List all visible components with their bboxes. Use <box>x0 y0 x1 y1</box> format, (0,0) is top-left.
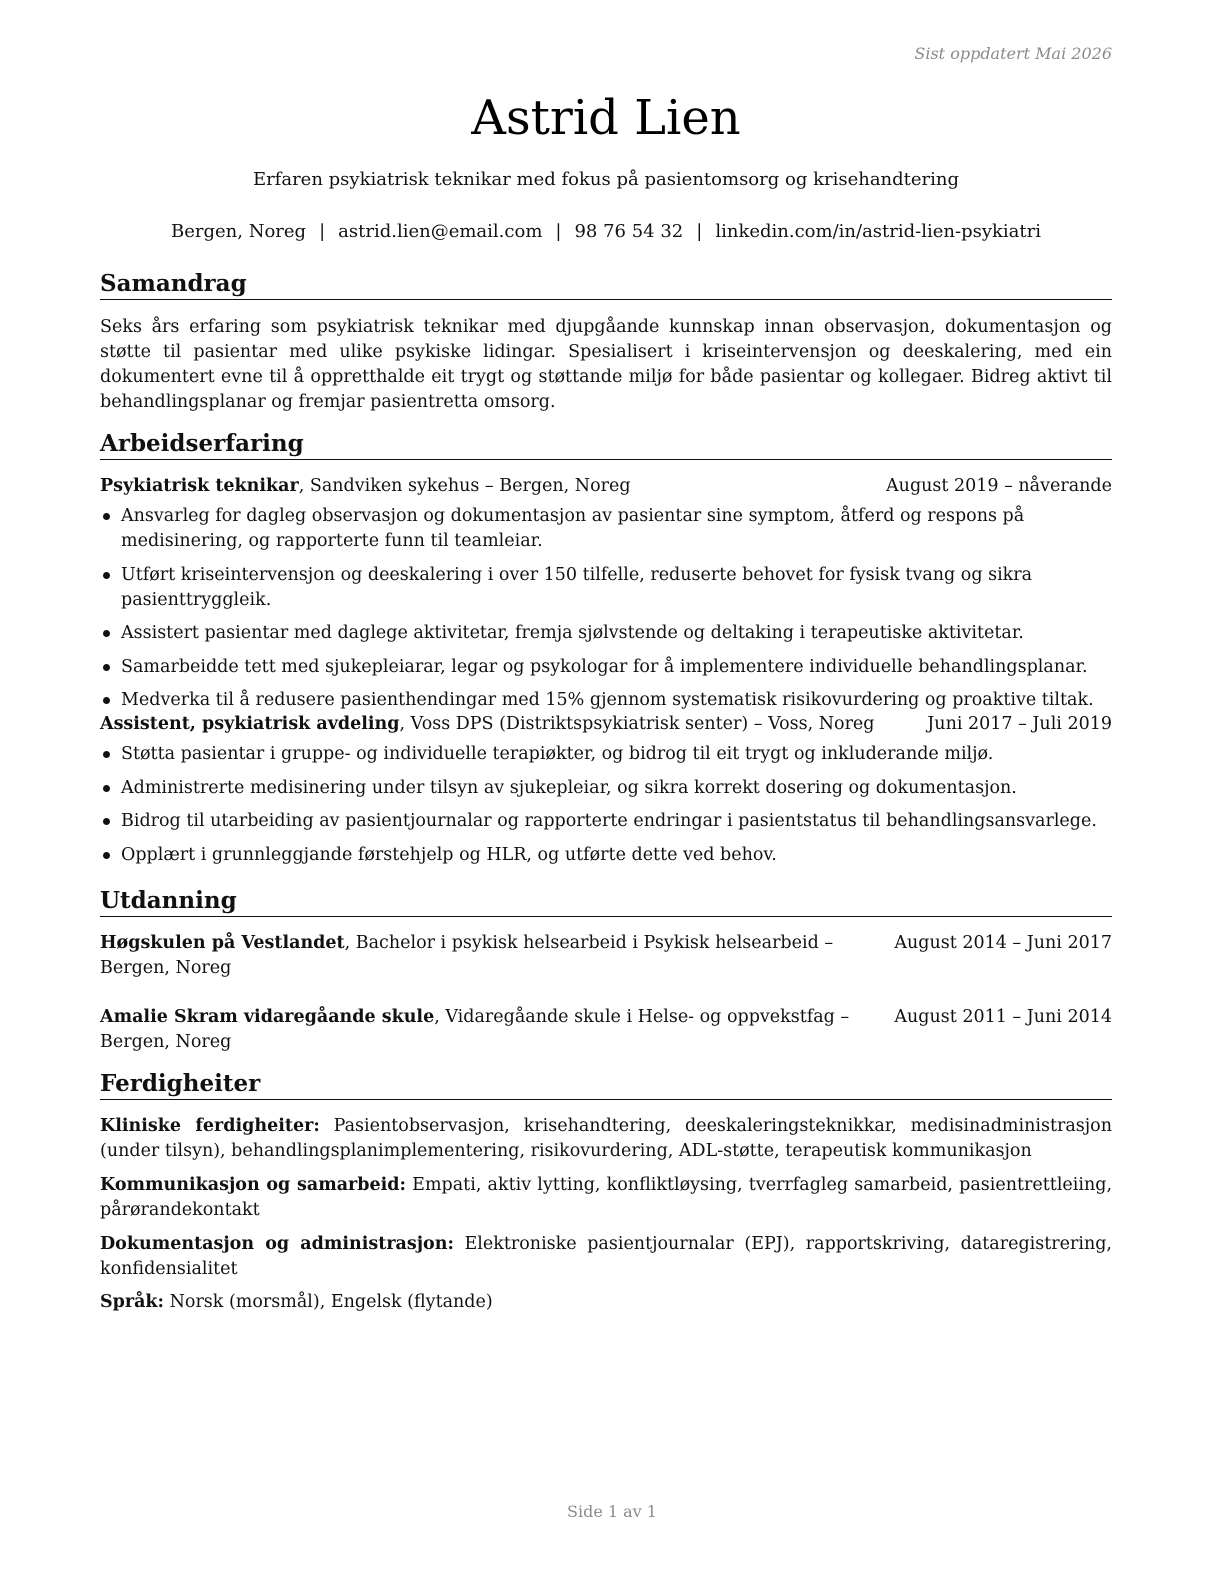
list-item: Bidrog til utarbeiding av pasientjournalar og rapporterte endringar i pasientstatus til behandlingsansvarlege. <box>100 809 1120 834</box>
job-bullets <box>100 504 1120 722</box>
skill-group <box>100 1173 1112 1223</box>
bullet-icon <box>103 852 110 859</box>
list-item: Ansvarleg for dagleg observasjon og dokumentasjon av pasientar sine symptom, åtferd og respons på medisinering, og rapporterte funn til teamleiar. <box>100 504 1120 554</box>
tagline: Erfaren psykiatrisk teknikar med fokus på pasientomsorg og krisehandtering <box>252 169 960 190</box>
bullet-icon <box>103 751 110 758</box>
school-name: Høgskulen på Vestlandet <box>100 933 345 953</box>
bullet-icon <box>103 664 110 671</box>
list-item: Samarbeidde tett med sjukepleiarar, legar og psykologar for å implementere individuelle behandlingsplanar. <box>100 655 1120 680</box>
bullet-icon <box>103 785 110 792</box>
contact-separator: | <box>319 221 326 242</box>
skill-group <box>100 1114 1112 1164</box>
job-bullets <box>100 742 1120 876</box>
summary-text: Seks års erfaring som psykiatrisk teknikar med djupgåande kunnskap innan observasjon, dokumentasjon og støtte til pasientar med ulike psykiske lidingar. Spesialisert i kriseintervensjon og deeskalering, med ein dokumentert evne til å oppretthalde eit trygt og støttande miljø for både pasientar og kollegaer. Bidreg aktivt til behandlingsplanar og fremjar pasientretta omsorg. <box>100 317 1112 412</box>
bullet-icon <box>103 818 110 825</box>
skill-text: Empati, aktiv lytting, konfliktløysing, tverrfagleg samarbeid, pasientrettleiing, pårørandekontakt <box>100 1175 1113 1220</box>
job-title: Assistent, psykiatrisk avdeling <box>100 714 400 734</box>
contact-phone: 98 76 54 32 <box>574 221 684 242</box>
contact-line <box>100 219 1112 245</box>
skill-label: Språk: <box>100 1292 165 1312</box>
last-updated: Sist oppdatert Mai 2026 <box>914 44 1112 63</box>
list-item: Utført kriseintervensjon og deeskalering i over 150 tilfelle, reduserte behovet for fysisk tvang og sikra pasienttryggleik. <box>100 563 1120 613</box>
degree-detail: , Bachelor i psykisk helsearbeid i Psykisk helsearbeid – Bergen, Noreg <box>100 933 834 978</box>
section-title-skills: Ferdigheiter <box>100 1070 1112 1100</box>
contact-location: Bergen, Noreg <box>171 221 307 242</box>
contact-separator: | <box>696 221 703 242</box>
skill-text: Elektroniske pasientjournalar (EPJ), rapportskriving, dataregistrering, konfidensialitet <box>100 1234 1112 1279</box>
list-item: Opplært i grunnleggjande førstehjelp og HLR, og utførte dette ved behov. <box>100 843 1120 868</box>
job-date: August 2019 – nåverande <box>886 476 1112 496</box>
contact-linkedin[interactable]: linkedin.com/in/astrid-lien-psykiatri <box>715 221 1041 242</box>
skill-text: Norsk (morsmål), Engelsk (flytande) <box>164 1292 493 1312</box>
skill-label: Dokumentasjon og administrasjon: <box>100 1234 454 1254</box>
section-title-education: Utdanning <box>100 887 1112 917</box>
school-name: Amalie Skram vidaregåande skule <box>100 1007 435 1027</box>
list-item: Medverka til å redusere pasienthendingar med 15% gjennom systematisk risikovurdering og proaktive tiltak. <box>100 688 1120 713</box>
bullet-icon <box>103 572 110 579</box>
education-entry <box>100 931 1112 981</box>
job-header <box>100 712 1112 737</box>
job-title: Psykiatrisk teknikar <box>100 476 299 496</box>
job-organization: , Sandviken sykehus – Bergen, Noreg <box>298 476 631 496</box>
job-date: Juni 2017 – Juli 2019 <box>927 714 1112 734</box>
bullet-icon <box>103 513 110 520</box>
list-item: Assistert pasientar med daglege aktivitetar, fremja sjølvstende og deltaking i terapeutiske aktivitetar. <box>100 621 1120 646</box>
skill-label: Kommunikasjon og samarbeid: <box>100 1175 406 1195</box>
section-title-summary: Samandrag <box>100 270 1112 300</box>
bullet-icon <box>103 630 110 637</box>
degree-detail: , Vidaregåande skule i Helse- og oppvekstfag – Bergen, Noreg <box>100 1007 850 1052</box>
skill-group <box>100 1232 1112 1282</box>
contact-email[interactable]: astrid.lien@email.com <box>338 221 543 242</box>
list-item: Administrerte medisinering under tilsyn av sjukepleiar, og sikra korrekt dosering og dokumentasjon. <box>100 776 1120 801</box>
list-item: Støtta pasientar i gruppe- og individuelle terapiøkter, og bidrog til eit trygt og inkluderande miljø. <box>100 742 1120 767</box>
education-date: August 2011 – Juni 2014 <box>894 1007 1112 1027</box>
skill-group <box>100 1290 1112 1315</box>
section-title-experience: Arbeidserfaring <box>100 430 1112 460</box>
skill-label: Kliniske ferdigheiter: <box>100 1116 320 1136</box>
page-footer: Side 1 av 1 <box>567 1502 657 1521</box>
contact-separator: | <box>555 221 562 242</box>
education-date: August 2014 – Juni 2017 <box>894 933 1112 953</box>
bullet-icon <box>103 697 110 704</box>
job-header <box>100 474 1112 499</box>
skill-text: Pasientobservasjon, krisehandtering, deeskaleringsteknikkar, medisinadministrasjon (under tilsyn), behandlingsplanimplementering, risikovurdering, ADL-støtte, terapeutisk kommunikasjon <box>100 1116 1112 1161</box>
job-organization: , Voss DPS (Distriktspsykiatrisk senter) – Voss, Noreg <box>399 714 875 734</box>
candidate-name: Astrid Lien <box>471 90 741 146</box>
education-entry <box>100 1005 1112 1055</box>
